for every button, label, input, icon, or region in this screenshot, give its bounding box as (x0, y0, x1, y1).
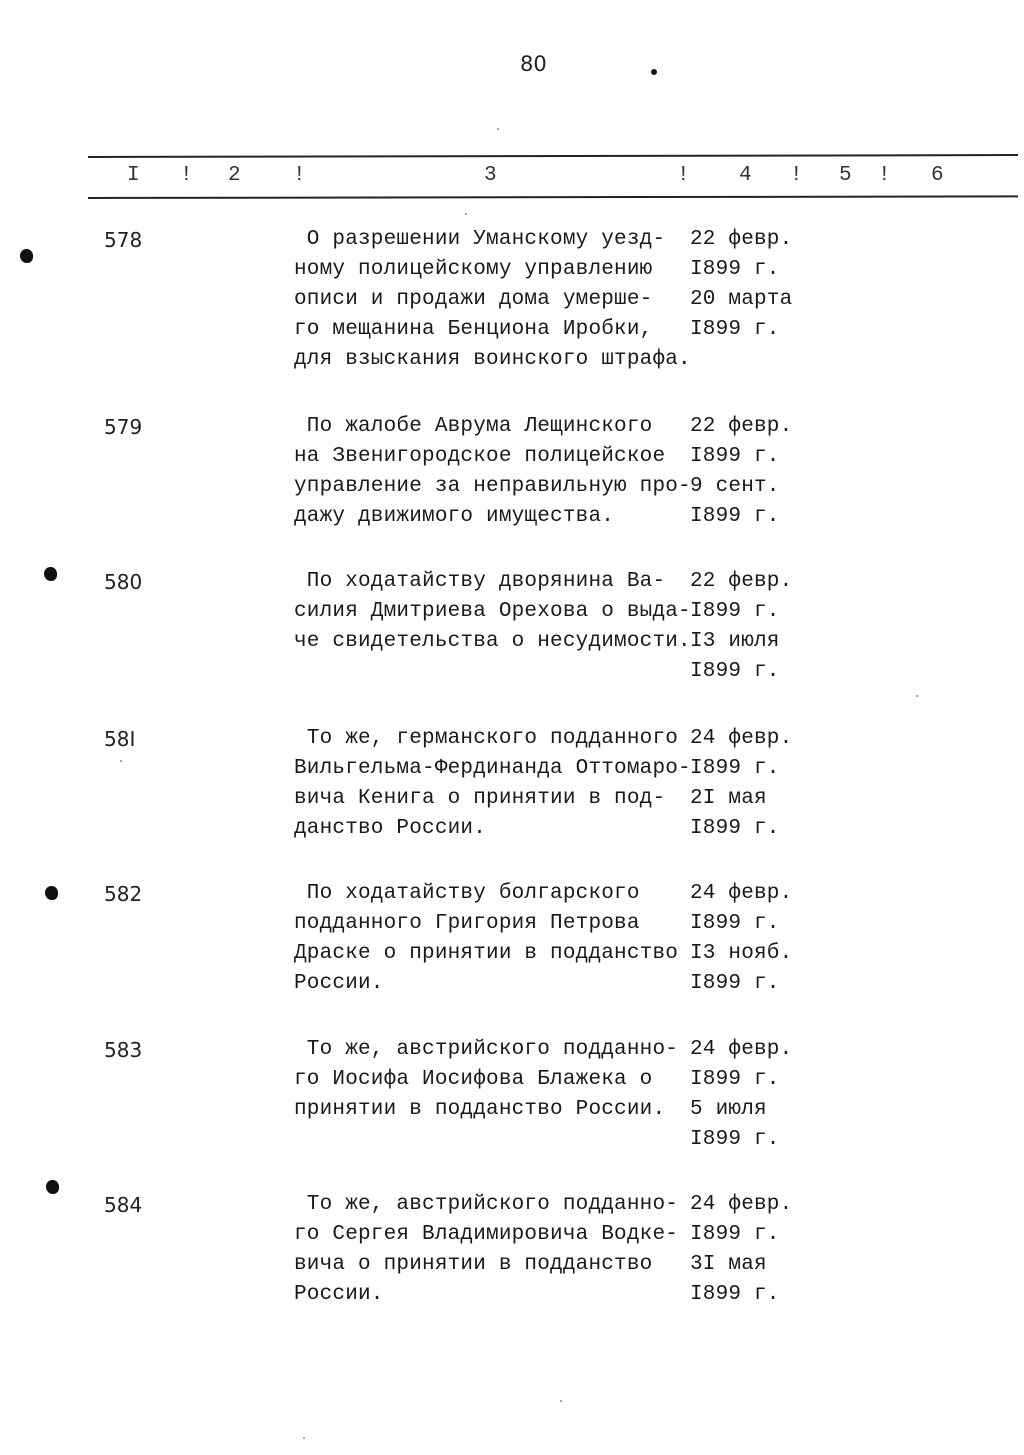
punch-hole-icon (20, 249, 33, 263)
entry-date-line: 22 февр. (690, 228, 793, 251)
entry-number: 584 (104, 1193, 143, 1217)
scan-speck (497, 128, 499, 130)
entry-date-line: I899 г. (690, 912, 780, 935)
scan-speck (560, 1400, 562, 1402)
entry-description-line: управление за неправильную про- (294, 475, 691, 498)
entry-date-line: I899 г. (690, 1283, 780, 1306)
entry-number: 579 (104, 415, 143, 439)
entry-description-line: О разрешении Уманскому уезд- (294, 228, 666, 251)
column-header-5: 5 (839, 164, 852, 187)
punch-hole-icon (46, 1180, 59, 1194)
entry-description-line: го Сергея Владимировича Водке- (294, 1223, 679, 1246)
table-header-top-rule (88, 154, 1018, 158)
entry-description-line: данство России. (294, 817, 487, 840)
entry-date-line: I899 г. (690, 1223, 780, 1246)
entry-description-line: вича о принятии в подданство (294, 1253, 653, 1276)
table-header-bottom-rule (88, 195, 1018, 199)
entry-description-line: на Звенигородское полицейское (294, 445, 666, 468)
entry-description-line: вича Кенига о принятии в под- (294, 787, 666, 810)
column-separator: ! (790, 164, 803, 187)
entry-description-line: че свидетельства о несудимости. (294, 630, 691, 653)
entry-date-line: I899 г. (690, 660, 780, 683)
entry-date-line: 22 февр. (690, 570, 793, 593)
entry-date-line: 22 февр. (690, 415, 793, 438)
entry-number: 580 (104, 570, 143, 594)
entry-date-line: 24 февр. (690, 1038, 793, 1061)
entry-number: 578 (104, 228, 143, 252)
entry-description-line: То же, австрийского подданно- (294, 1038, 679, 1061)
entry-description-line: для взыскания воинского штрафа. (294, 348, 691, 371)
entry-date-line: I899 г. (690, 318, 780, 341)
entry-number: 583 (104, 1038, 143, 1062)
entry-date-line: I3 нояб. (690, 942, 793, 965)
entry-description-line: го Иосифа Иосифова Блажека о (294, 1068, 653, 1091)
entry-description-line: Вильгельма-Фердинанда Оттомаро- (294, 757, 691, 780)
column-header-6: 6 (931, 164, 944, 187)
entry-number: 58I (104, 727, 136, 751)
entry-date-line: 24 февр. (690, 1193, 793, 1216)
entry-description-line: России. (294, 1283, 384, 1306)
entry-date-line: I899 г. (690, 505, 780, 528)
punch-hole-icon (44, 567, 57, 581)
entry-date-line: I899 г. (690, 258, 780, 281)
entry-date-line: 24 февр. (690, 727, 793, 750)
entry-date-line: 24 февр. (690, 882, 793, 905)
column-separator: ! (677, 164, 690, 187)
scan-speck (465, 213, 467, 215)
page-number: 80 (520, 52, 547, 76)
entry-date-line: I899 г. (690, 1068, 780, 1091)
entry-description-line: России. (294, 972, 384, 995)
entry-date-line: 20 марта (690, 288, 793, 311)
entry-description-line: описи и продажи дома умерше- (294, 288, 653, 311)
entry-description-line: То же, германского подданного (294, 727, 679, 750)
entry-date-line: 5 июля (690, 1098, 767, 1121)
column-separator: ! (293, 164, 306, 187)
entry-date-line: I899 г. (690, 757, 780, 780)
entry-description-line: силия Дмитриева Орехова о выда- (294, 600, 691, 623)
entry-description-line: ному полицейскому управлению (294, 258, 653, 281)
entry-date-line: I899 г. (690, 972, 780, 995)
entry-description-line: То же, австрийского подданно- (294, 1193, 679, 1216)
column-header-3: 3 (484, 164, 497, 187)
entry-number: 582 (104, 882, 143, 906)
ink-dot (651, 69, 657, 75)
entry-date-line: I899 г. (690, 817, 780, 840)
column-header-1: I (127, 164, 140, 187)
entry-date-line: I899 г. (690, 445, 780, 468)
entry-description-line: По ходатайству дворянина Ва- (294, 570, 666, 593)
entry-date-line: I899 г. (690, 600, 780, 623)
entry-description-line: дажу движимого имущества. (294, 505, 615, 528)
scan-speck (120, 760, 122, 762)
entry-date-line: 9 сент. (690, 475, 780, 498)
entry-description-line: По жалобе Аврума Лещинского (294, 415, 653, 438)
column-header-2: 2 (228, 164, 241, 187)
entry-description-line: принятии в подданство России. (294, 1098, 666, 1121)
entry-description-line: подданного Григория Петрова (294, 912, 640, 935)
punch-hole-icon (45, 886, 58, 900)
entry-date-line: I3 июля (690, 630, 780, 653)
entry-description-line: По ходатайству болгарского (294, 882, 640, 905)
column-header-4: 4 (739, 164, 752, 187)
column-separator: ! (878, 164, 891, 187)
entry-date-line: 3I мая (690, 1253, 767, 1276)
column-separator: ! (180, 164, 193, 187)
entry-date-line: I899 г. (690, 1128, 780, 1151)
entry-description-line: го мещанина Бенциона Иробки, (294, 318, 653, 341)
scan-speck (916, 695, 918, 697)
entry-date-line: 2I мая (690, 787, 767, 810)
entry-description-line: Драске о принятии в подданство (294, 942, 679, 965)
scan-speck (303, 1437, 305, 1439)
